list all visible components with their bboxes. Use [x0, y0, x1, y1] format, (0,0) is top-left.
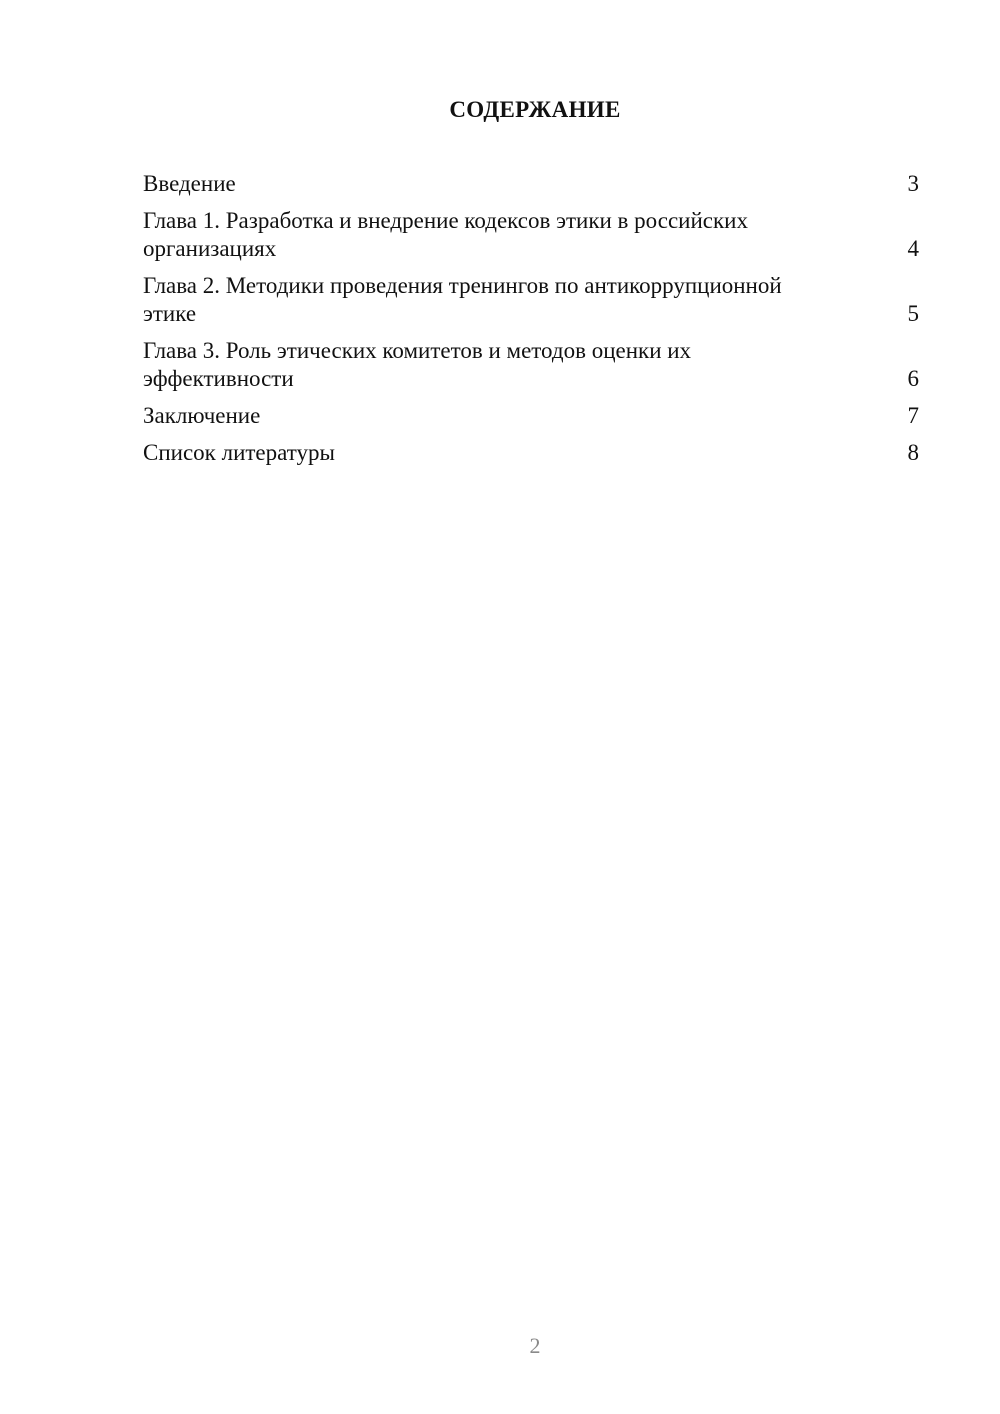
- toc-entry-page-number: 7: [907, 403, 919, 428]
- toc-entry-text: Введение: [143, 171, 236, 196]
- toc-entry-introduction: [143, 170, 919, 198]
- toc-entry-chapter-2: [143, 272, 919, 328]
- table-of-contents: [143, 170, 919, 476]
- toc-entry-chapter-3: [143, 337, 919, 393]
- toc-entry-references: [143, 439, 919, 467]
- toc-entry-conclusion: [143, 402, 919, 430]
- page-number: 2: [529, 1333, 541, 1358]
- toc-entry-text: Заключение: [143, 403, 261, 428]
- toc-entry-text: Список литературы: [143, 440, 335, 465]
- toc-entry-page-number: 6: [907, 366, 919, 391]
- toc-entry-page-number: 5: [907, 301, 919, 326]
- page-title: СОДЕРЖАНИЕ: [449, 97, 621, 122]
- toc-entry-chapter-1: [143, 207, 919, 263]
- toc-entry-text: Глава 2. Методики проведения тренингов по антикоррупционной этике: [143, 273, 782, 326]
- toc-entry-text: Глава 3. Роль этических комитетов и методов оценки их эффективности: [143, 338, 692, 391]
- toc-entry-page-number: 4: [907, 236, 919, 261]
- toc-entry-text: Глава 1. Разработка и внедрение кодексов этики в российских организациях: [143, 208, 748, 261]
- toc-entry-page-number: 3: [907, 171, 919, 196]
- toc-entry-page-number: 8: [907, 440, 919, 465]
